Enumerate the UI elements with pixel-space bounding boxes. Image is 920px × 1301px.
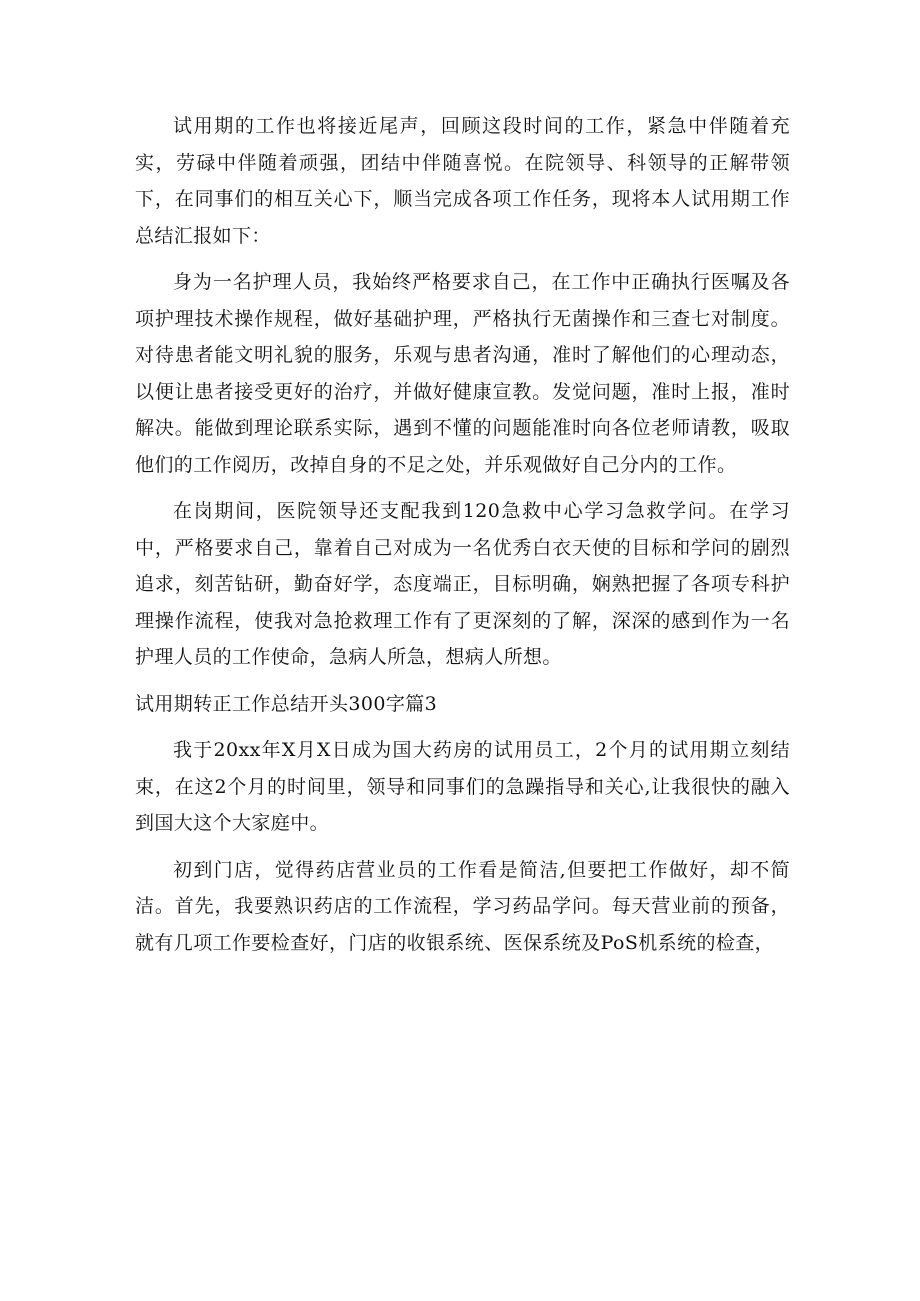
paragraph-pharmacy-work: 初到门店，觉得药店营业员的工作看是简洁,但要把工作做好，却不简洁。首先，我要熟识药店的工作流程，学习药品学问。每天营业前的预备，就有几项工作要检查好，门店的收银系统、医保系统及PoS机系统的检查， <box>135 858 790 954</box>
paragraph-intro: 试用期的工作也将接近尾声，回顾这段时间的工作，紧急中伴随着充实，劳碌中伴随着顽强，团结中伴随喜悦。在院领导、科领导的正解带领下，在同事们的相互关心下，顺当完成各项工作任务，现将本人试用期工作总结汇报如下： <box>135 115 790 247</box>
paragraph-pharmacy-intro: 我于20xx年X月X日成为国大药房的试用员工，2个月的试用期立刻结束，在这2个月的时间里，领导和同事们的急躁指导和关心,让我很快的融入到国大这个大家庭中。 <box>135 739 790 834</box>
paragraph-nursing-duties: 身为一名护理人员，我始终严格要求自己，在工作中正确执行医嘱及各项护理技术操作规程，做好基础护理，严格执行无菌操作和三查七对制度。对待患者能文明礼貌的服务，乐观与患者沟通，准时了解他们的心理动态，以便让患者接受更好的治疗，并做好健康宣教。发觉问题，准时上报，准时解决。能做到理论联系实际，遇到不懂的问题能准时向各位老师请教，吸取他们的工作阅历，改掉自身的不足之处，并乐观做好自己分内的工作。 <box>135 271 790 476</box>
section-heading: 试用期转正工作总结开头300字篇3 <box>135 692 438 715</box>
paragraph-emergency-training: 在岗期间，医院领导还支配我到120急救中心学习急救学问。在学习中，严格要求自己，靠着自己对成为一名优秀白衣天使的目标和学问的剧烈追求，刻苦钻研，勤奋好学，态度端正，目标明确，娴熟把握了各项专科护理操作流程，使我对急抢救理工作有了更深刻的了解，深深的感到作为一名护理人员的工作使命，急病人所急，想病人所想。 <box>135 500 790 668</box>
